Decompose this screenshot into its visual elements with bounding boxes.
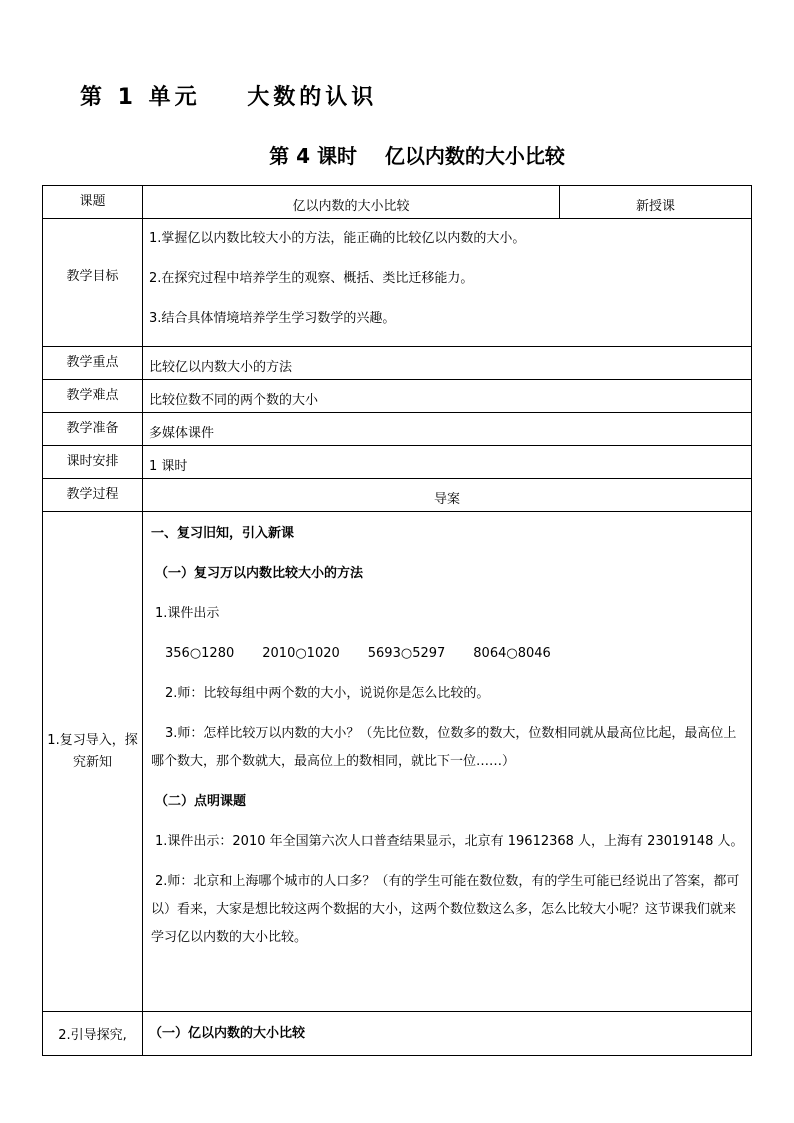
- hours-value: 1 课时: [143, 446, 752, 479]
- unit-title: 第 1 单元 大数的认识: [80, 85, 378, 110]
- review-p1: 1.课件出示: [155, 606, 220, 621]
- lesson-title: 第 4 课时 亿以内数的大小比较: [269, 144, 565, 168]
- row-review: [43, 512, 752, 1012]
- process-value: 导案: [143, 479, 752, 512]
- topic-value: 亿以内数的大小比较: [143, 186, 560, 219]
- row-key: [43, 347, 752, 380]
- explore-heading: （一）亿以内数的大小比较: [143, 1012, 752, 1056]
- lesson-plan-table: [42, 185, 752, 1056]
- goal-item: 1.掌握亿以内数比较大小的方法，能正确的比较亿以内数的大小。: [149, 231, 526, 246]
- prep-label: 教学准备: [43, 413, 143, 446]
- row-topic: [43, 186, 752, 219]
- review-label: 1.复习导入，探究新知: [43, 512, 143, 1012]
- goal-item: 3.结合具体情境培养学生学习数学的兴趣。: [149, 311, 396, 326]
- review-content: [143, 512, 752, 1012]
- row-difficult: [43, 380, 752, 413]
- process-label: 教学过程: [43, 479, 143, 512]
- compare-item: 2010○1020: [262, 646, 340, 661]
- difficult-label: 教学难点: [43, 380, 143, 413]
- goals-list: [143, 219, 752, 347]
- compare-item: 8064○8046: [473, 646, 551, 661]
- difficult-value: 比较位数不同的两个数的大小: [143, 380, 752, 413]
- review-p2: 2.师：比较每组中两个数的大小，说说你是怎么比较的。: [165, 686, 490, 701]
- topic-label: 课题: [43, 186, 143, 219]
- review-p4: 1.课件出示：2010 年全国第六次人口普查结果显示，北京有 19612368 人，上海有 23019148 人。: [155, 834, 744, 849]
- compare-numbers: [151, 640, 745, 668]
- row-process: [43, 479, 752, 512]
- review-sub2: （二）点明课题: [155, 794, 247, 809]
- prep-value: 多媒体课件: [143, 413, 752, 446]
- row-prep: [43, 413, 752, 446]
- lesson-type: 新授课: [560, 186, 752, 219]
- review-heading: 一、复习旧知，引入新课: [151, 526, 295, 541]
- explore-label: 2.引导探究,: [43, 1012, 143, 1056]
- key-label: 教学重点: [43, 347, 143, 380]
- row-hours: [43, 446, 752, 479]
- row-explore: [43, 1012, 752, 1056]
- review-p5: 2.师：北京和上海哪个城市的人口多？（有的学生可能在数位数，有的学生可能已经说出了答案，都可以）看来，大家是想比较这两个数据的大小，这两个数位数这么多，怎么比较大小呢？这节课我们就来学习亿以内数的大小比较。: [151, 874, 740, 945]
- key-value: 比较亿以内数大小的方法: [143, 347, 752, 380]
- row-goals: [43, 219, 752, 347]
- compare-item: 356○1280: [165, 646, 235, 661]
- review-sub1: （一）复习万以内数比较大小的方法: [155, 566, 364, 581]
- goal-item: 2.在探究过程中培养学生的观察、概括、类比迁移能力。: [149, 271, 474, 286]
- goals-label: 教学目标: [43, 219, 143, 347]
- review-p3: 3.师：怎样比较万以内数的大小？（先比位数，位数多的数大，位数相同就从最高位比起，最高位上哪个数大，那个数就大，最高位上的数相同，就比下一位……）: [151, 726, 737, 769]
- compare-item: 5693○5297: [367, 646, 446, 661]
- hours-label: 课时安排: [43, 446, 143, 479]
